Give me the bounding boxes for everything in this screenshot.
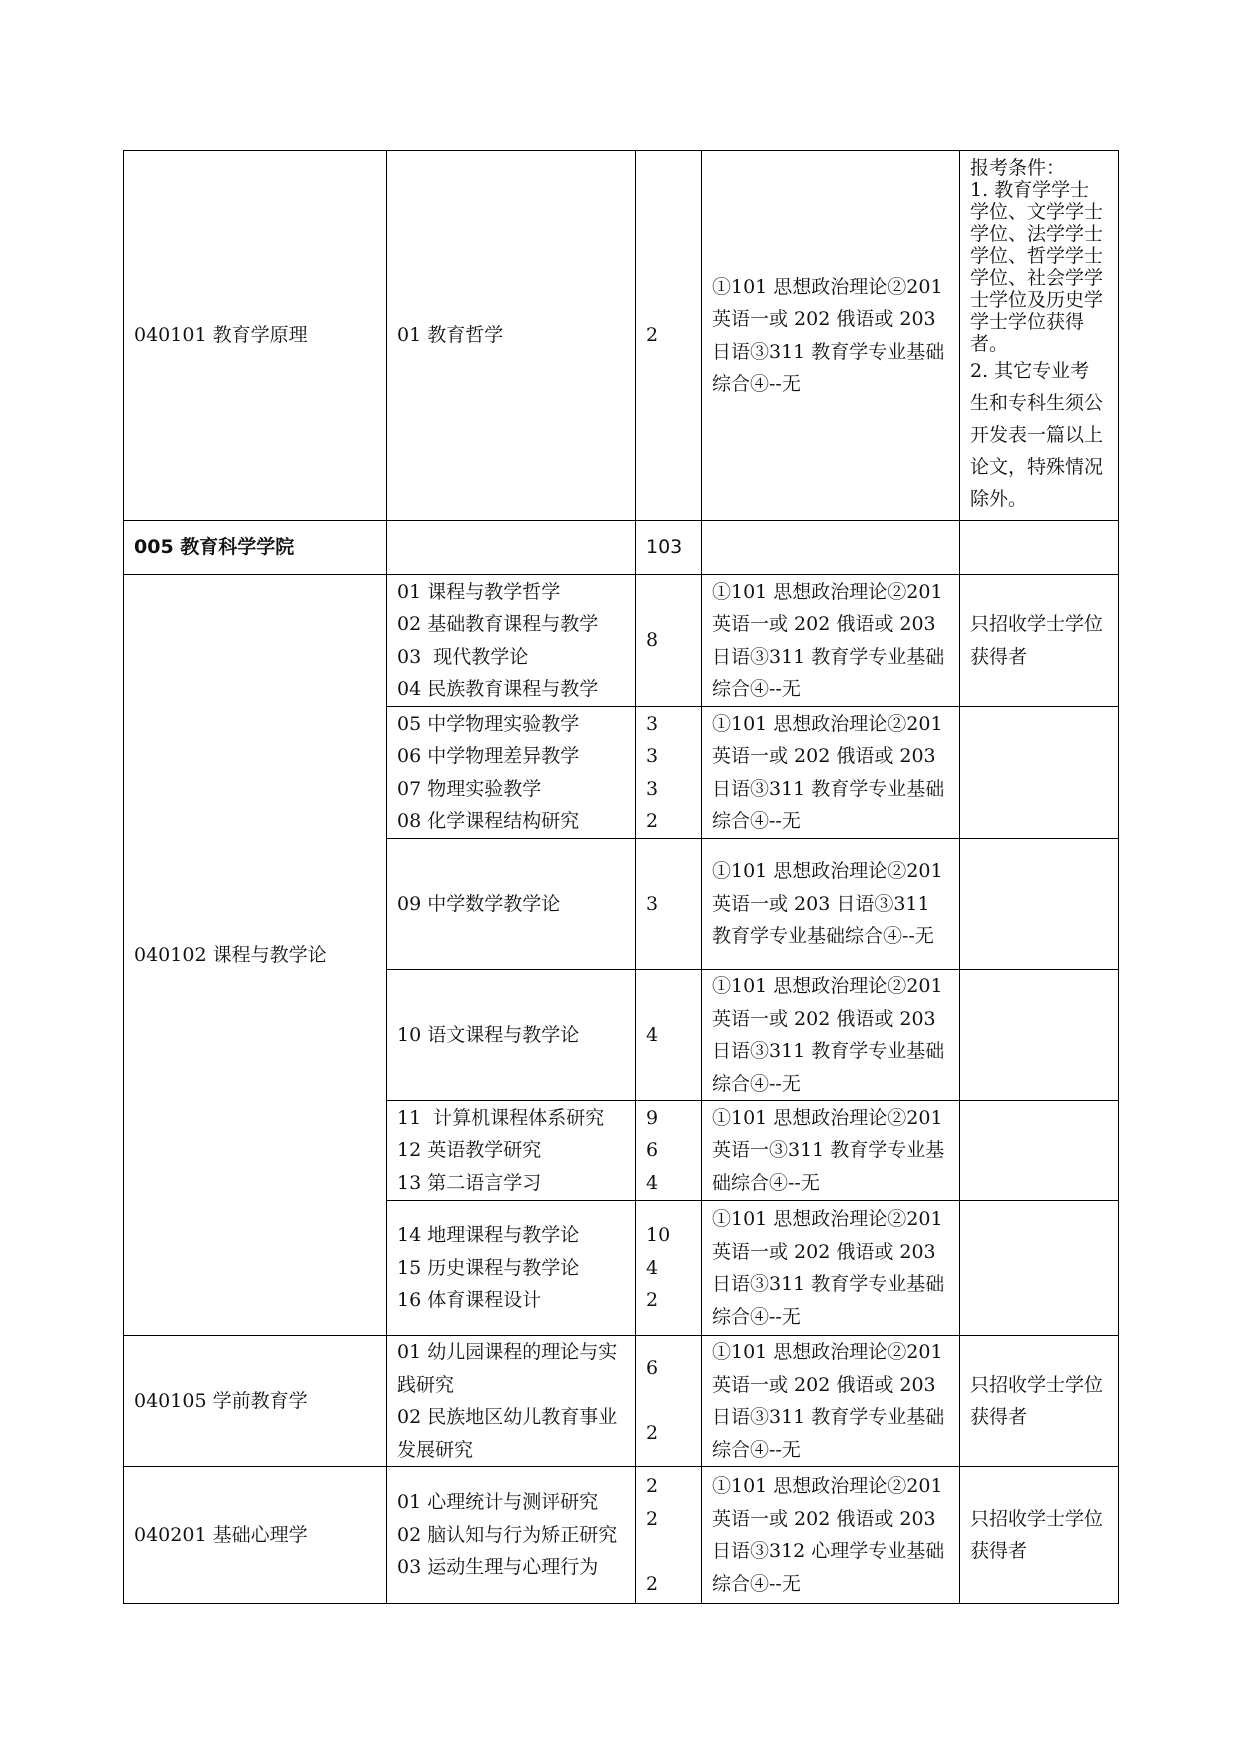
exam-cell: ①101 思想政治理论②201 英语一或 202 俄语或 203 日语③311 教育学专业基础综合④--无 xyxy=(702,1201,960,1336)
empty-cell xyxy=(960,1101,1119,1201)
major-code-cell: 040102 课程与教学论 xyxy=(124,575,387,1336)
direction-cell: 01 幼儿园课程的理论与实践研究 02 民族地区幼儿教育事业发展研究 xyxy=(387,1336,636,1467)
major-code-cell: 040101 教育学原理 xyxy=(124,151,387,521)
quota-cell: 3 xyxy=(636,839,702,970)
direction-cell: 09 中学数学教学论 xyxy=(387,839,636,970)
exam-cell: ①101 思想政治理论②201 英语一或 202 俄语或 203 日语③311 教育学专业基础综合④--无 xyxy=(702,707,960,839)
major-code-cell: 040105 学前教育学 xyxy=(124,1336,387,1467)
table-row xyxy=(124,1336,1119,1467)
school-row xyxy=(124,521,1119,575)
note-text-dense: 报考条件： 1. 教育学学士学位、文学学士学位、法学学士学位、哲学学士学位、社会学学士学位及历史学学士学位获得者。 xyxy=(970,156,1104,355)
quota-cell: 2 2 2 xyxy=(636,1467,702,1604)
exam-cell: ①101 思想政治理论②201 英语一③311 教育学专业基础综合④--无 xyxy=(702,1101,960,1201)
quota-cell: 4 xyxy=(636,970,702,1101)
school-name-cell: 005 教育科学学院 xyxy=(124,521,387,575)
table-row xyxy=(124,151,1119,521)
school-total-cell: 103 xyxy=(636,521,702,575)
exam-cell: ①101 思想政治理论②201 英语一或 202 俄语或 203 日语③311 教育学专业基础综合④--无 xyxy=(702,1336,960,1467)
quota-cell: 8 xyxy=(636,575,702,707)
note-cell: 只招收学士学位获得者 xyxy=(960,1336,1119,1467)
empty-cell xyxy=(960,1201,1119,1336)
direction-cell: 01 心理统计与测评研究 02 脑认知与行为矫正研究 03 运动生理与心理行为 xyxy=(387,1467,636,1604)
direction-cell: 05 中学物理实验教学 06 中学物理差异教学 07 物理实验教学 08 化学课程结构研究 xyxy=(387,707,636,839)
quota-cell: 2 xyxy=(636,151,702,521)
direction-cell: 10 语文课程与教学论 xyxy=(387,970,636,1101)
exam-cell: ①101 思想政治理论②201 英语一或 202 俄语或 203 日语③311 教育学专业基础综合④--无 xyxy=(702,575,960,707)
empty-cell xyxy=(387,521,636,575)
table-row xyxy=(124,575,1119,707)
note-cell: 只招收学士学位获得者 xyxy=(960,1467,1119,1604)
exam-cell: ①101 思想政治理论②201 英语一或 202 俄语或 203 日语③311 教育学专业基础综合④--无 xyxy=(702,151,960,521)
note-text-loose: 2. 其它专业考生和专科生须公开发表一篇以上论文，特殊情况除外。 xyxy=(970,359,1104,510)
direction-cell: 01 教育哲学 xyxy=(387,151,636,521)
quota-cell: 9 6 4 xyxy=(636,1101,702,1201)
note-cell xyxy=(960,151,1119,521)
direction-cell: 14 地理课程与教学论 15 历史课程与教学论 16 体育课程设计 xyxy=(387,1201,636,1336)
quota-cell: 10 4 2 xyxy=(636,1201,702,1336)
empty-cell xyxy=(960,707,1119,839)
empty-cell xyxy=(960,970,1119,1101)
enrollment-table xyxy=(123,150,1119,1604)
table-row xyxy=(124,1467,1119,1604)
empty-cell xyxy=(702,521,960,575)
quota-cell: 6 2 xyxy=(636,1336,702,1467)
direction-cell: 01 课程与教学哲学 02 基础教育课程与教学 03 现代教学论 04 民族教育课程与教学 xyxy=(387,575,636,707)
exam-cell: ①101 思想政治理论②201 英语一或 203 日语③311 教育学专业基础综合④--无 xyxy=(702,839,960,970)
exam-cell: ①101 思想政治理论②201 英语一或 202 俄语或 203 日语③312 心理学专业基础综合④--无 xyxy=(702,1467,960,1604)
quota-cell: 3 3 3 2 xyxy=(636,707,702,839)
note-cell: 只招收学士学位获得者 xyxy=(960,575,1119,707)
major-code-cell: 040201 基础心理学 xyxy=(124,1467,387,1604)
empty-cell xyxy=(960,521,1119,575)
direction-cell: 11 计算机课程体系研究 12 英语教学研究 13 第二语言学习 xyxy=(387,1101,636,1201)
empty-cell xyxy=(960,839,1119,970)
exam-cell: ①101 思想政治理论②201 英语一或 202 俄语或 203 日语③311 教育学专业基础综合④--无 xyxy=(702,970,960,1101)
